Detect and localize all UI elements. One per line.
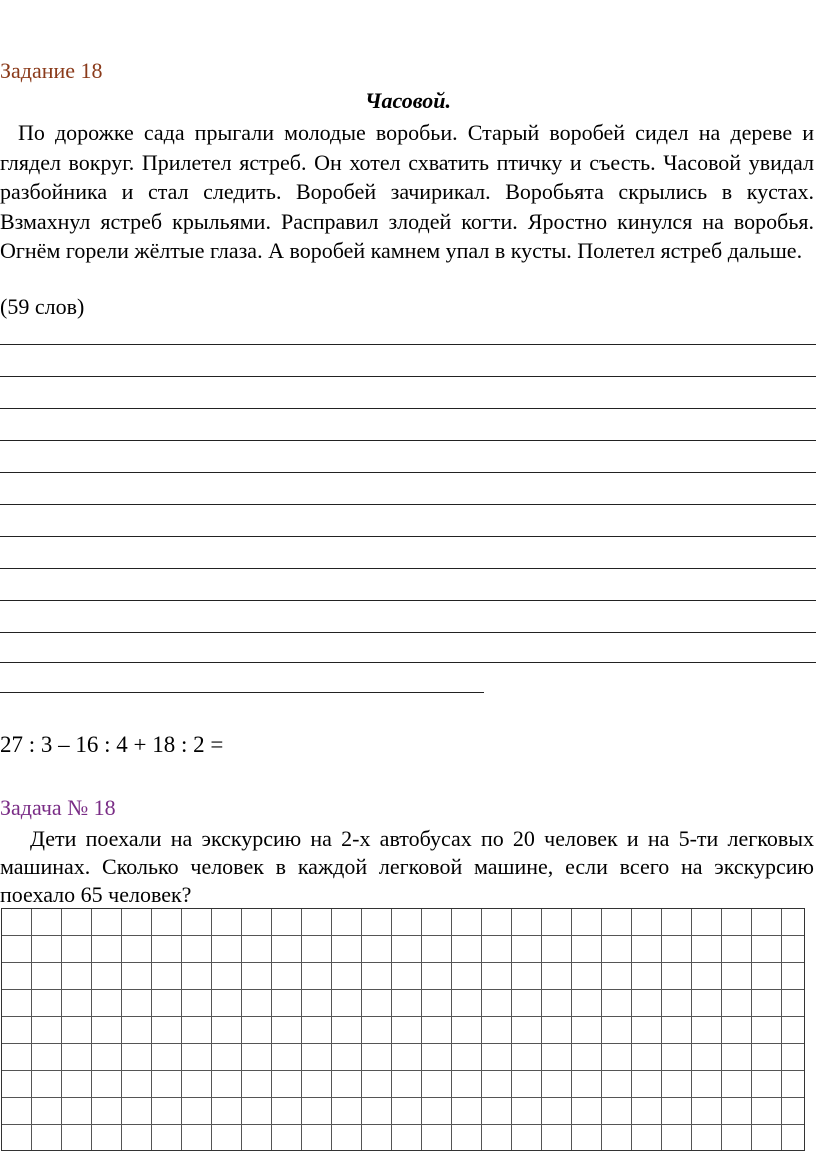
writing-line bbox=[0, 408, 816, 409]
writing-line bbox=[0, 600, 816, 601]
writing-line bbox=[0, 536, 816, 537]
writing-line-short bbox=[0, 692, 484, 693]
story-text: По дорожке сада прыгали молодые воробьи. Старый воробей сидел на дереве и глядел вокруг. Прилетел ястреб. Он хотел схватить птичку и съесть. Часовой увидал разбойника и стал следить. Воробей зачирикал. Воробьята скрылись в кустах. Взмахнул ястреб крыльями. Расправил злодей когти. Яростно кинулся на воробья. Огнём горели жёлтые глаза. А воробей камнем упал в кусты. Полетел ястреб дальше. bbox=[0, 120, 814, 263]
writing-line bbox=[0, 662, 816, 663]
writing-line bbox=[0, 472, 816, 473]
task-label: Задание 18 bbox=[0, 58, 103, 83]
writing-line bbox=[0, 568, 816, 569]
writing-line bbox=[0, 376, 816, 377]
answer-grid bbox=[1, 908, 805, 1151]
writing-line bbox=[0, 504, 816, 505]
writing-line bbox=[0, 440, 816, 441]
writing-line bbox=[0, 632, 816, 633]
problem-text: Дети поехали на экскурсию на 2-х автобусах по 20 человек и на 5-ти легковых машинах. Сколько человек в каждой легковой машине, если всего на экскурсию поехало 65 человек? bbox=[0, 826, 814, 907]
story-title: Часовой. bbox=[365, 88, 451, 113]
writing-line bbox=[0, 344, 816, 345]
problem-heading: Задача № 18 bbox=[0, 795, 116, 820]
math-expression: 27 : 3 – 16 : 4 + 18 : 2 = bbox=[0, 732, 224, 757]
word-count: (59 слов) bbox=[0, 294, 85, 319]
